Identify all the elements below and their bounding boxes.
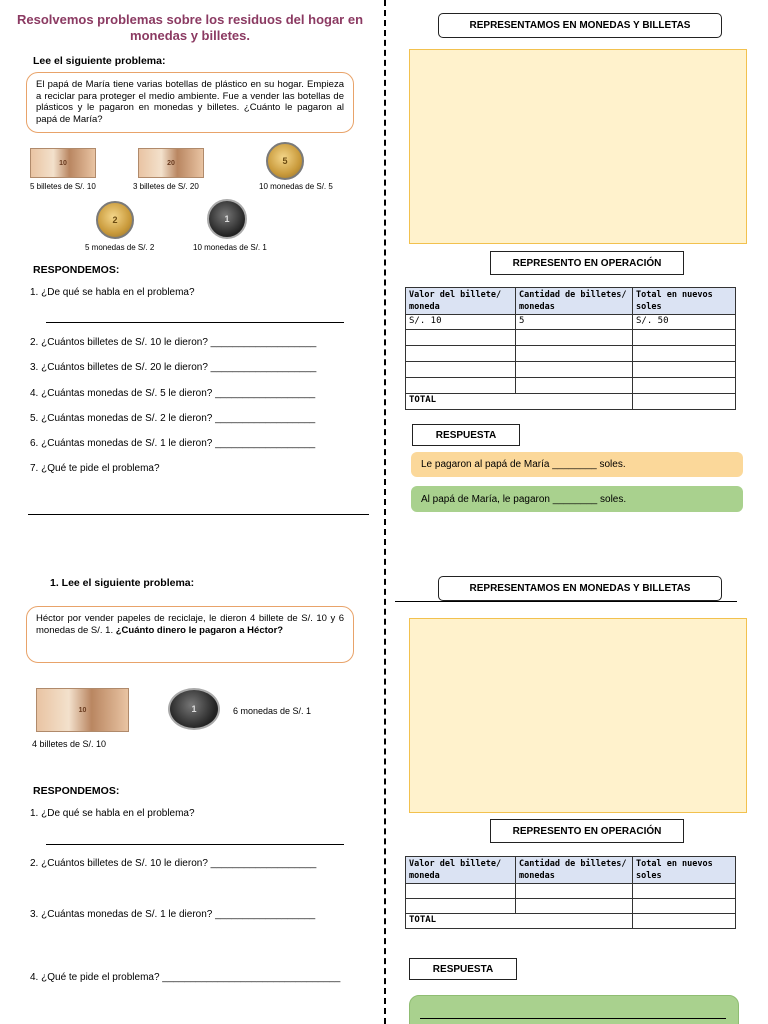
represent-money-header: REPRESENTAMOS EN MONEDAS Y BILLETAS bbox=[438, 576, 722, 601]
bill-10-image: 10 bbox=[36, 688, 129, 732]
answer-line bbox=[46, 844, 344, 845]
bill-20-image: 20 bbox=[138, 148, 204, 178]
total-label: TOTAL bbox=[406, 394, 633, 410]
total-cell[interactable] bbox=[633, 394, 736, 410]
table-cell[interactable] bbox=[633, 899, 736, 914]
answer-option-1[interactable]: Le pagaron al papá de María ________ soles. bbox=[411, 452, 743, 477]
coin-1-image: 1 bbox=[207, 199, 247, 239]
read-problem-label: 1. Lee el siguiente problema: bbox=[50, 577, 195, 589]
respuesta-header: RESPUESTA bbox=[409, 958, 517, 980]
answer-line bbox=[46, 322, 344, 323]
bill-10-image: 10 bbox=[30, 148, 96, 178]
table-cell[interactable] bbox=[406, 346, 516, 362]
operation-table bbox=[405, 856, 736, 929]
respondemos-label: RESPONDEMOS: bbox=[33, 264, 120, 276]
table-cell[interactable] bbox=[406, 378, 516, 394]
money-caption: 5 monedas de S/. 2 bbox=[85, 243, 155, 252]
question-3: 3. ¿Cuántas monedas de S/. 1 le dieron? __________________ bbox=[30, 909, 316, 920]
table-cell[interactable] bbox=[406, 330, 516, 346]
money-caption: 6 monedas de S/. 1 bbox=[233, 706, 312, 716]
total-label: TOTAL bbox=[406, 914, 633, 929]
table-row bbox=[406, 346, 736, 362]
coin-1-image: 1 bbox=[168, 688, 220, 730]
respuesta-header: RESPUESTA bbox=[412, 424, 520, 446]
problem-box: El papá de María tiene varias botellas de plástico en su hogar. Empieza a reciclar para proteger el medio ambiente. Fue a vender las botellas de plásticos y le pagaron en monedas y billetes. ¿Cuánto le pagaron al papá de María? bbox=[26, 72, 354, 133]
problem-text: Héctor por vender papeles de reciclaje, le dieron 4 billete de S/. 10 y 6 monedas de S/. 1. bbox=[36, 613, 344, 636]
money-caption: 10 monedas de S/. 1 bbox=[193, 243, 267, 252]
table-cell[interactable] bbox=[633, 362, 736, 378]
problem-box bbox=[26, 606, 354, 663]
answer-option-2[interactable]: Al papá de María, le pagaron ________ soles. bbox=[411, 486, 743, 512]
table-cell[interactable] bbox=[633, 346, 736, 362]
column-header: Cantidad de billetes/ monedas bbox=[516, 857, 633, 884]
respondemos-label: RESPONDEMOS: bbox=[33, 785, 120, 797]
question-5: 5. ¿Cuántas monedas de S/. 2 le dieron? __________________ bbox=[30, 413, 316, 424]
column-header: Cantidad de billetes/ monedas bbox=[516, 288, 633, 315]
table-cell[interactable] bbox=[633, 884, 736, 899]
question-7: 7. ¿Qué te pide el problema? bbox=[30, 463, 160, 474]
table-row bbox=[406, 362, 736, 378]
table-cell[interactable] bbox=[516, 346, 633, 362]
header-underline bbox=[395, 601, 737, 602]
question-1: 1. ¿De qué se habla en el problema? bbox=[30, 287, 195, 298]
table-cell[interactable]: S/. 50 bbox=[633, 315, 736, 330]
question-2: 2. ¿Cuántos billetes de S/. 10 le dieron? ___________________ bbox=[30, 858, 317, 869]
column-header: Total en nuevos soles bbox=[633, 857, 736, 884]
table-cell[interactable] bbox=[516, 362, 633, 378]
answer-line bbox=[420, 1018, 726, 1019]
column-header: Valor del billete/ moneda bbox=[406, 857, 516, 884]
read-problem-label: Lee el siguiente problema: bbox=[33, 55, 166, 67]
money-caption: 3 billetes de S/. 20 bbox=[133, 182, 199, 191]
represent-operation-header: REPRESENTO EN OPERACIÓN bbox=[490, 819, 684, 843]
question-1: 1. ¿De qué se habla en el problema? bbox=[30, 808, 195, 819]
table-header-row bbox=[406, 288, 736, 315]
table-row bbox=[406, 330, 736, 346]
coin-5-image: 5 bbox=[266, 142, 304, 180]
question-4: 4. ¿Qué te pide el problema? ________________________________ bbox=[30, 972, 341, 983]
table-row bbox=[406, 884, 736, 899]
represent-operation-header: REPRESENTO EN OPERACIÓN bbox=[490, 251, 684, 275]
table-cell[interactable]: 5 bbox=[516, 315, 633, 330]
table-header-row bbox=[406, 857, 736, 884]
coin-2-image: 2 bbox=[96, 201, 134, 239]
table-cell[interactable] bbox=[406, 362, 516, 378]
table-row bbox=[406, 378, 736, 394]
table-cell[interactable] bbox=[633, 378, 736, 394]
represent-money-header: REPRESENTAMOS EN MONEDAS Y BILLETAS bbox=[438, 13, 722, 38]
table-cell[interactable] bbox=[406, 899, 516, 914]
money-drawing-area[interactable] bbox=[409, 618, 747, 813]
table-cell[interactable]: S/. 10 bbox=[406, 315, 516, 330]
table-row bbox=[406, 899, 736, 914]
table-cell[interactable] bbox=[516, 899, 633, 914]
question-2: 2. ¿Cuántos billetes de S/. 10 le dieron? ___________________ bbox=[30, 337, 317, 348]
question-3: 3. ¿Cuántos billetes de S/. 20 le dieron? ___________________ bbox=[30, 362, 317, 373]
column-header: Valor del billete/ moneda bbox=[406, 288, 516, 315]
money-caption: 5 billetes de S/. 10 bbox=[30, 182, 96, 191]
operation-table bbox=[405, 287, 736, 410]
total-row bbox=[406, 394, 736, 410]
money-drawing-area[interactable] bbox=[409, 49, 747, 244]
table-cell[interactable] bbox=[516, 378, 633, 394]
question-6: 6. ¿Cuántas monedas de S/. 1 le dieron? __________________ bbox=[30, 438, 316, 449]
column-header: Total en nuevos soles bbox=[633, 288, 736, 315]
page-title: Resolvemos problemas sobre los residuos del hogar en monedas y billetes. bbox=[16, 12, 364, 43]
table-cell[interactable] bbox=[406, 884, 516, 899]
dashed-divider bbox=[384, 0, 386, 1024]
money-caption: 10 monedas de S/. 5 bbox=[259, 182, 333, 191]
table-cell[interactable] bbox=[516, 330, 633, 346]
total-row bbox=[406, 914, 736, 929]
answer-box[interactable] bbox=[409, 995, 739, 1024]
section-divider bbox=[28, 514, 369, 515]
money-caption: 4 billetes de S/. 10 bbox=[32, 739, 107, 749]
total-cell[interactable] bbox=[633, 914, 736, 929]
table-cell[interactable] bbox=[633, 330, 736, 346]
table-cell[interactable] bbox=[516, 884, 633, 899]
problem-question: ¿Cuánto dinero le pagaron a Héctor? bbox=[115, 624, 284, 636]
question-4: 4. ¿Cuántas monedas de S/. 5 le dieron? __________________ bbox=[30, 388, 316, 399]
table-row bbox=[406, 315, 736, 330]
